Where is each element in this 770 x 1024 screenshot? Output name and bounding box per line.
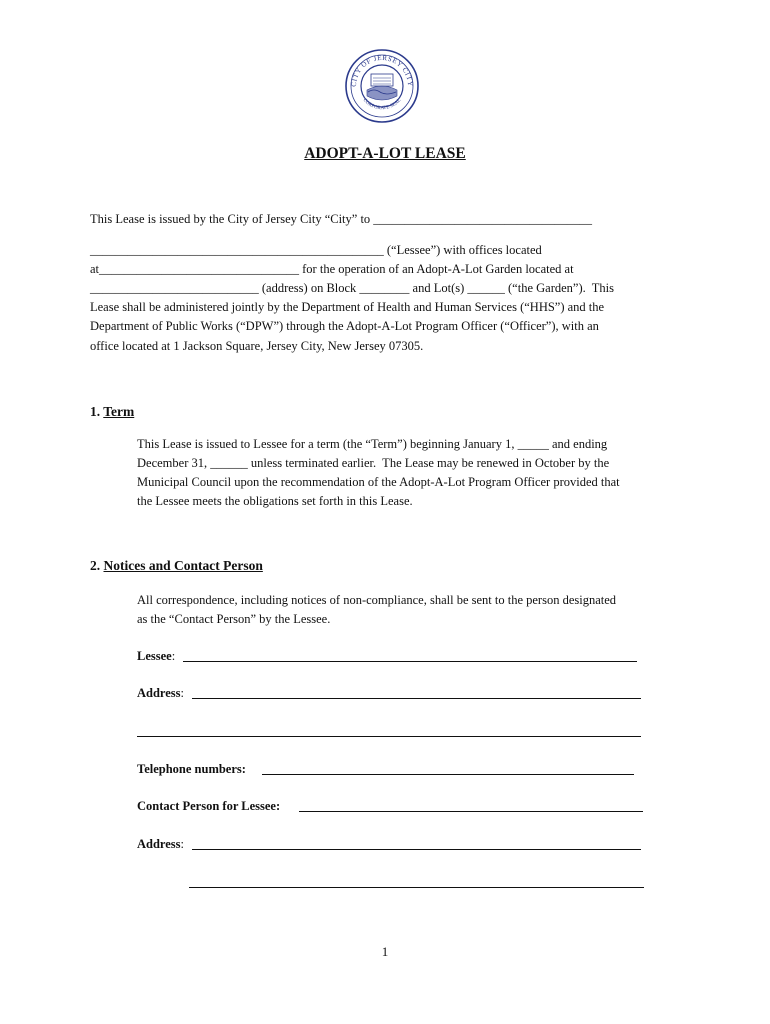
city-seal-logo xyxy=(344,48,420,124)
page-number: 1 xyxy=(381,944,389,959)
section-2-heading xyxy=(90,558,263,574)
intro-line-5: Lease shall be administered jointly by the Department of Health and Human Services (“HHS”) and the xyxy=(90,300,605,314)
section-2-line-2: as the “Contact Person” by the Lessee. xyxy=(137,612,331,626)
section-2-title: Notices and Contact Person xyxy=(103,558,263,573)
intro-line-4: ___________________________ (address) on Block ________ and Lot(s) ______ (“the Garden”). This xyxy=(90,281,614,295)
intro-line-3: at________________________________ for the operation of an Adopt-A-Lot Garden located at xyxy=(90,262,574,276)
contact-person-blank-line[interactable] xyxy=(299,811,643,812)
intro-line-7: office located at 1 Jackson Square, Jersey City, New Jersey 07305. xyxy=(90,339,424,353)
seal-bottom-text: CORPORATE SEAL xyxy=(361,98,403,112)
contact-person-field-label xyxy=(137,798,280,814)
lessee-blank-line[interactable] xyxy=(183,661,637,662)
contact-address-label: Address xyxy=(137,837,181,851)
contact-address-field-label: Address: xyxy=(137,837,185,851)
address-label: Address xyxy=(137,686,181,700)
contact-person-label: Contact Person for Lessee: xyxy=(137,799,281,813)
address-blank-line[interactable] xyxy=(192,698,641,699)
lessee-label: Lessee xyxy=(137,649,172,663)
section-2-number: 2. xyxy=(90,558,101,573)
section-2-line-1: All correspondence, including notices of non-compliance, shall be sent to the person designated xyxy=(137,593,617,607)
section-1-title: Term xyxy=(103,404,135,419)
intro-line-6: Department of Public Works (“DPW”) through the Adopt-A-Lot Program Officer (“Officer”), with an xyxy=(90,319,599,333)
section-1-line-2: December 31, ______ unless terminated earlier. The Lease may be renewed in October by the xyxy=(137,456,610,470)
seal-top-text: CITY OF JERSEY CITY xyxy=(349,53,415,88)
telephone-label: Telephone numbers: xyxy=(137,762,246,776)
address-field-label: Address: xyxy=(137,686,185,700)
contact-address-blank-line[interactable] xyxy=(192,849,641,850)
contact-address-blank-line-2[interactable] xyxy=(189,887,644,888)
document-title: ADOPT-A-LOT LEASE xyxy=(304,145,466,162)
telephone-blank-line[interactable] xyxy=(262,774,634,775)
section-1-number: 1. xyxy=(90,404,101,419)
intro-line-1: This Lease is issued by the City of Jersey City “City” to ___________________________________ xyxy=(90,212,593,226)
section-1-line-3: Municipal Council upon the recommendation of the Adopt-A-Lot Program Officer provided that xyxy=(137,475,620,489)
section-1-line-1: This Lease is issued to Lessee for a term (the “Term”) beginning January 1, _____ and ending xyxy=(137,437,608,451)
section-1-line-4: the Lessee meets the obligations set forth in this Lease. xyxy=(137,494,413,508)
section-1-heading xyxy=(90,404,134,420)
lessee-field-label: Lessee: xyxy=(137,649,176,663)
telephone-field-label xyxy=(137,761,246,777)
address-blank-line-2[interactable] xyxy=(137,736,641,737)
intro-line-2: _______________________________________________ (“Lessee”) with offices located xyxy=(90,243,542,257)
